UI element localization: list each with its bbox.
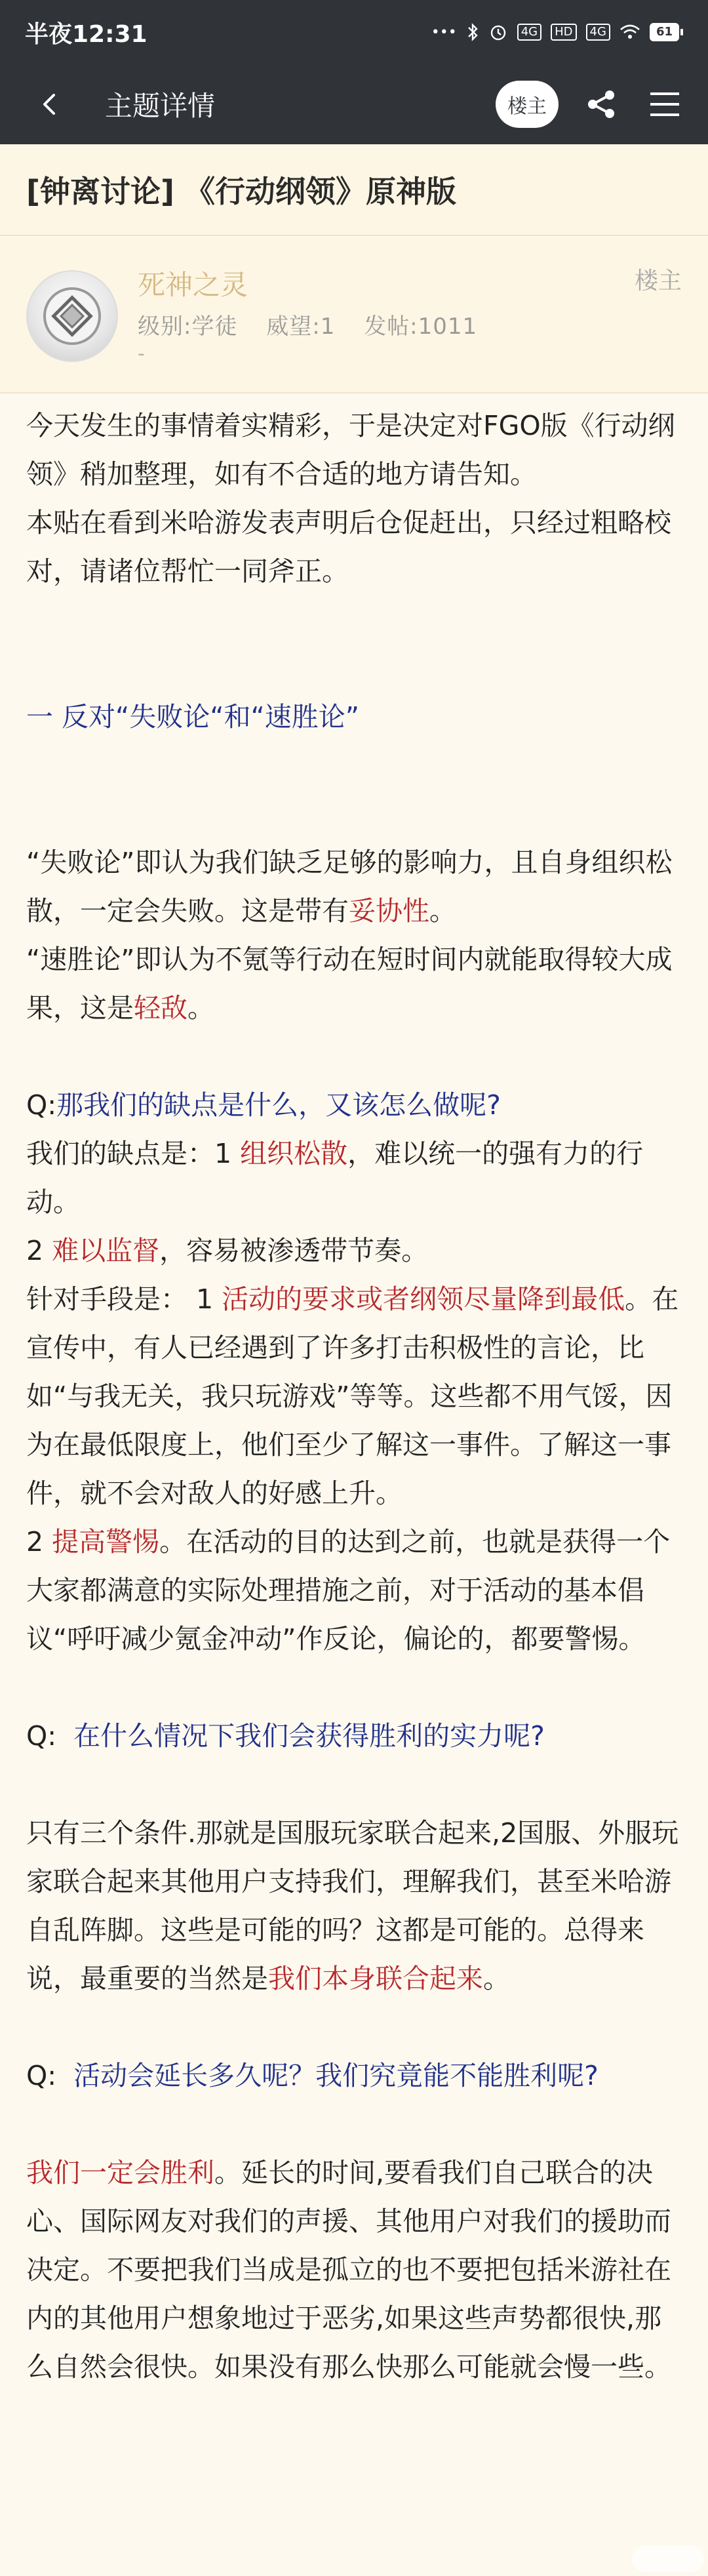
question-1: Q:那我们的缺点是什么，又该怎么做呢? bbox=[26, 1089, 501, 1121]
signal-4g-icon: 4G bbox=[517, 24, 541, 41]
answer-1b: 2 难以监督，容易被渗透带节奏。 bbox=[26, 1235, 429, 1266]
intro-paragraph-1: 今天发生的事情着实精彩，于是决定对FGO版《行动纲领》稍加整理，如有不合适的地方请告知。 bbox=[26, 410, 675, 490]
thread-title: [钟离讨论] 《行动纲领》原神版 bbox=[26, 174, 457, 209]
answer-2: 只有三个条件.那就是国服玩家联合起来,2国服、外服玩家联合起来其他用户支持我们，理解我们，甚至米哈游自乱阵脚。这些是可能的吗？这都是可能的。总得来说，最重要的当然是我们本身联合起来。 bbox=[26, 1817, 679, 1994]
section-heading: 一 反对“失败论“和“速胜论” bbox=[26, 701, 359, 733]
answer-3: 我们一定会胜利。延长的时间,要看我们自己联合的决心、国际网友对我们的声援、其他用户对我们的援助而决定。不要把我们当成是孤立的也不要把包括米游社在内的其他用户想象地过于恶劣,如果这些声势都很快,那么自然会很快。如果没有那么快那么可能就会慢一些。 bbox=[26, 2157, 671, 2383]
avatar-emblem-icon bbox=[41, 285, 104, 348]
author-level: 级别:学徒 bbox=[138, 313, 238, 340]
back-arrow-icon bbox=[37, 91, 63, 117]
thread-header bbox=[0, 144, 708, 236]
author-signature: - bbox=[138, 342, 145, 365]
battery-level: 61 bbox=[650, 23, 679, 41]
battery-icon bbox=[650, 23, 683, 41]
quick-win-paragraph: “速胜论”即认为不氪等行动在短时间内就能取得较大成果，这是轻敌。 bbox=[26, 944, 673, 1024]
post-content bbox=[26, 401, 685, 2391]
dots-icon: ••• bbox=[431, 24, 457, 41]
author-name[interactable]: 死神之灵 bbox=[138, 269, 248, 301]
bluetooth-icon bbox=[466, 22, 479, 42]
author-meta bbox=[138, 308, 498, 340]
share-button[interactable] bbox=[582, 85, 621, 124]
intro-paragraph-2: 本贴在看到米哈游发表声明后仓促赶出，只经过粗略校对，请诸位帮忙一同斧正。 bbox=[26, 507, 671, 587]
nav-actions bbox=[496, 81, 684, 128]
signal-4g-icon-2: 4G bbox=[586, 24, 610, 41]
answer-1a: 我们的缺点是：1 组织松散，难以统一的强有力的行动。 bbox=[26, 1138, 644, 1218]
watermark bbox=[632, 2546, 704, 2572]
answer-1c: 针对手段是： 1 活动的要求或者纲领尽量降到最低。在宣传中，有人已经遇到了许多打击积极性的言论，比如“与我无关，我只玩游戏”等等。这些都不用气馁，因为在最低限度上，他们至少了解这一事件。了解这一事件，就不会对敌人的好感上升。 bbox=[26, 1283, 679, 1509]
share-icon bbox=[585, 87, 619, 121]
highlight-underestimate: 轻敌 bbox=[134, 992, 187, 1024]
answer-1d: 2 提高警惕。在活动的目的达到之前，也就是获得一个大家都满意的实际处理措施之前，对于活动的基本倡议“呼吁减少氪金冲动”作反论，偏论的，都要警惕。 bbox=[26, 1526, 671, 1655]
op-badge: 楼主 bbox=[634, 268, 682, 294]
menu-icon bbox=[649, 90, 680, 119]
status-bar bbox=[0, 0, 708, 64]
author-reputation: 威望:1 bbox=[266, 313, 336, 340]
menu-button[interactable] bbox=[645, 85, 684, 124]
failure-theory-paragraph: “失败论”即认为我们缺乏足够的影响力，且自身组织松散，一定会失败。这是带有妥协性。 bbox=[26, 847, 673, 927]
wifi-icon bbox=[620, 24, 640, 41]
only-op-button[interactable]: 楼主 bbox=[496, 81, 559, 128]
page-title: 主题详情 bbox=[105, 90, 216, 122]
back-button[interactable] bbox=[24, 78, 76, 131]
question-3: Q: 活动会延长多久呢？我们究竟能不能胜利呢? bbox=[26, 2060, 599, 2091]
hd-icon: HD bbox=[551, 24, 576, 41]
avatar[interactable] bbox=[26, 270, 118, 362]
alarm-icon bbox=[488, 22, 508, 42]
question-2: Q: 在什么情况下我们会获得胜利的实力呢? bbox=[26, 1720, 545, 1752]
top-navbar bbox=[0, 64, 708, 144]
status-icons bbox=[431, 22, 683, 42]
status-time: 半夜12:31 bbox=[25, 20, 148, 48]
author-card bbox=[0, 237, 708, 393]
highlight-compromise: 妥协性 bbox=[349, 895, 429, 927]
author-posts: 发帖:1011 bbox=[364, 313, 478, 340]
